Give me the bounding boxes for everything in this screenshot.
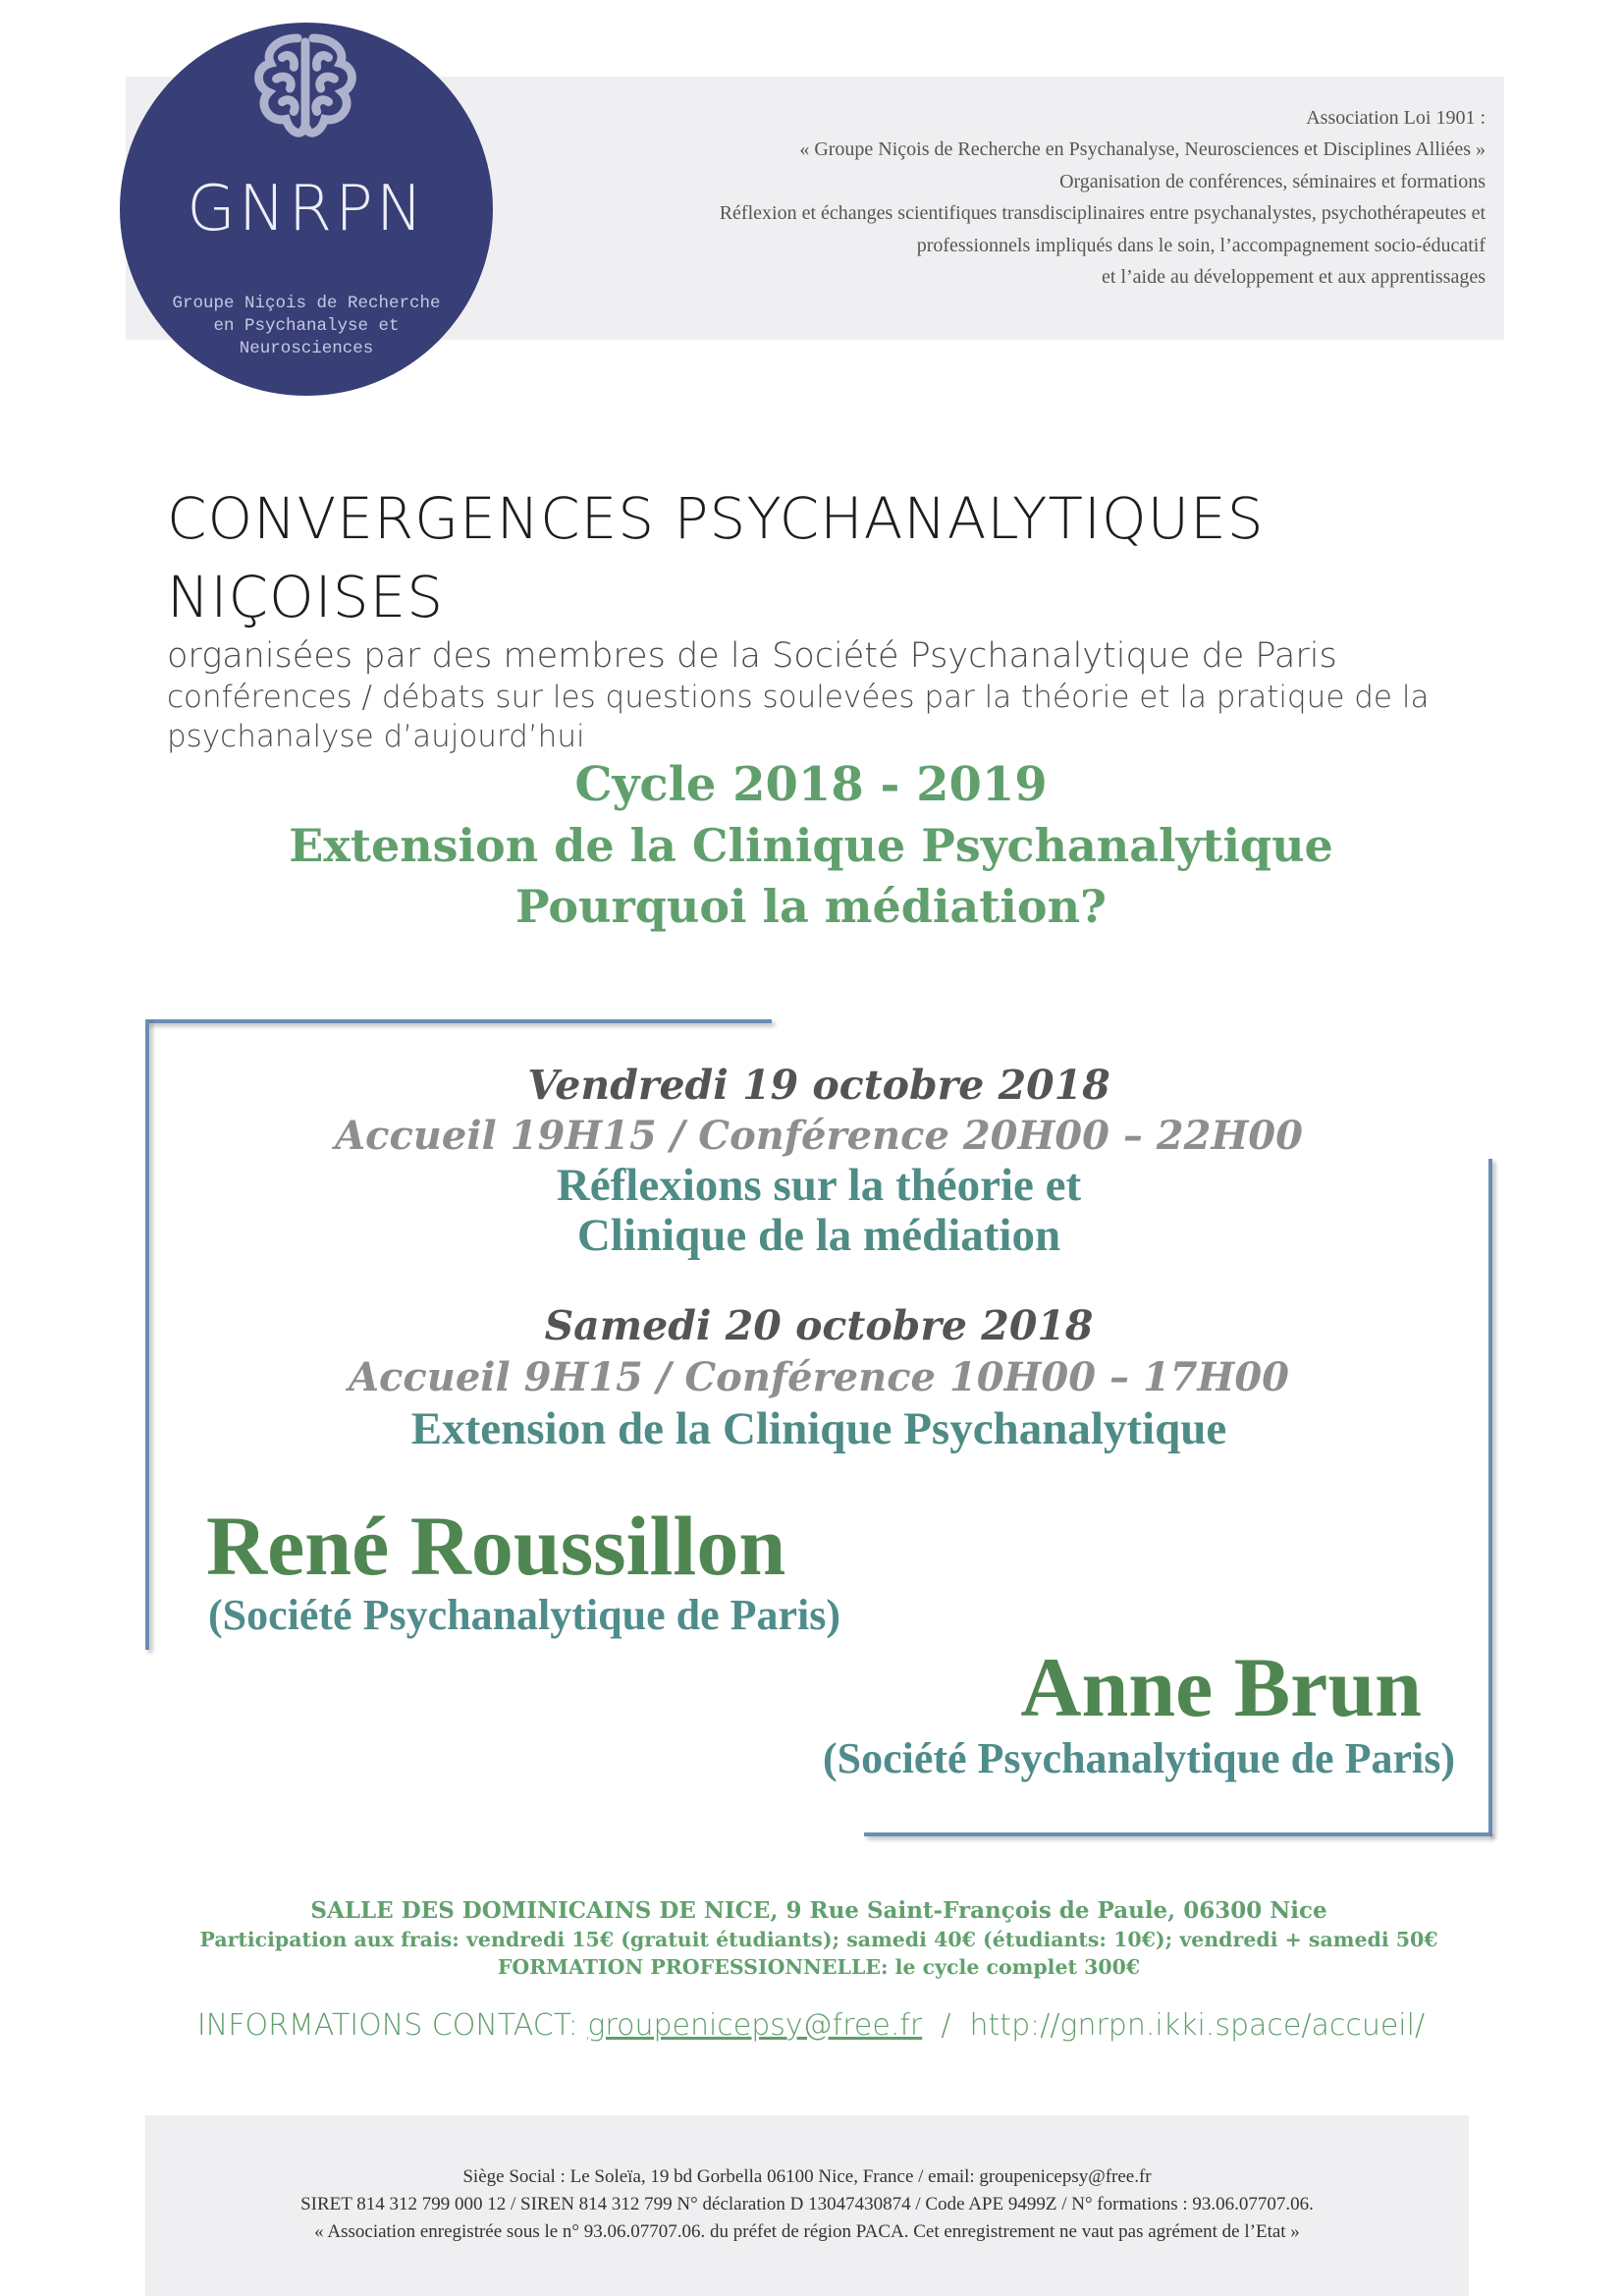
logo-subtitle-line: Neurosciences xyxy=(239,339,374,358)
association-line: Réflexion et échanges scientifiques transdisciplinaires entre psychanalystes, psychothérapeutes et xyxy=(719,202,1486,225)
speaker-affiliation: (Société Psychanalytique de Paris) xyxy=(208,1591,841,1639)
organisers-line: organisées par des membres de la Société Psychanalytique de Paris xyxy=(167,636,1337,676)
brain-icon xyxy=(247,27,363,149)
logo-acronym: GNRPN xyxy=(187,173,426,246)
venue-location: SALLE DES DOMINICAINS DE NICE, 9 Rue Saint-François de Paule, 06300 Nice xyxy=(310,1897,1327,1924)
page-title-line: NIÇOISES xyxy=(167,564,445,630)
logo-subtitle xyxy=(147,293,465,360)
logo-subtitle-line: en Psychanalyse et xyxy=(213,316,400,336)
speaker-name: Anne Brun xyxy=(1020,1640,1422,1734)
event-hours: Accueil 9H15 / Conférence 10H00 – 17H00 xyxy=(348,1354,1290,1400)
event-topic: Réflexions sur la théorie et xyxy=(556,1160,1082,1211)
cycle-title: Cycle 2018 - 2019 xyxy=(574,757,1048,812)
contact-email-link[interactable]: groupenicepsy@free.fr xyxy=(587,2008,923,2043)
association-line: professionnels impliqués dans le soin, l’accompagnement socio-éducatif xyxy=(916,234,1486,256)
frame-line-bottom xyxy=(864,1832,1490,1836)
contact-separator: / xyxy=(922,2008,970,2043)
frame-line-top xyxy=(145,1019,772,1023)
footer-legal xyxy=(145,2163,1469,2246)
footer-line: SIRET 814 312 799 000 12 / SIREN 814 312 799 N° déclaration D 13047430874 / Code APE 9499Z / N° formations : 93.06.07707.06. xyxy=(300,2194,1314,2214)
venue-fees: Participation aux frais: vendredi 15€ (gratuit étudiants); samedi 40€ (étudiants: 10€); vendredi + samedi 50€ xyxy=(199,1928,1438,1951)
speaker-name: René Roussillon xyxy=(206,1499,786,1593)
association-line: Association Loi 1901 : xyxy=(1306,107,1486,129)
event-topic: Extension de la Clinique Psychanalytique xyxy=(410,1403,1227,1454)
association-line: « Groupe Niçois de Recherche en Psychanalyse, Neurosciences et Disciplines Alliées » xyxy=(799,138,1486,161)
cycle-question: Pourquoi la médiation? xyxy=(515,880,1107,933)
page-title xyxy=(167,479,1522,636)
speaker-affiliation: (Société Psychanalytique de Paris) xyxy=(822,1734,1455,1782)
contact-label: INFORMATIONS CONTACT: xyxy=(196,2008,588,2043)
event-topic: Clinique de la médiation xyxy=(576,1210,1061,1261)
contact-line xyxy=(0,2006,1622,2046)
association-line: Organisation de conférences, séminaires et formations xyxy=(1059,170,1486,192)
organisers-line: psychanalyse d’aujourd’hui xyxy=(167,719,585,754)
training-price: FORMATION PROFESSIONNELLE: le cycle complet 300€ xyxy=(497,1955,1141,1979)
event-date: Samedi 20 octobre 2018 xyxy=(544,1302,1094,1349)
organisers-text xyxy=(167,634,1541,756)
logo-subtitle-line: Groupe Niçois de Recherche xyxy=(172,294,441,313)
footer-line: Siège Social : Le Soleïa, 19 bd Gorbella 06100 Nice, France / email: groupenicepsy@free.fr xyxy=(462,2166,1152,2187)
page-title-line: CONVERGENCES PSYCHANALYTIQUES xyxy=(167,485,1265,552)
cycle-subtitle: Extension de la Clinique Psychanalytique xyxy=(289,819,1333,872)
association-line: et l’aide au développement et aux apprentissages xyxy=(1102,266,1486,289)
website-link[interactable]: http://gnrpn.ikki.space/accueil/ xyxy=(969,2008,1426,2043)
association-description xyxy=(550,102,1486,293)
footer-line: « Association enregistrée sous le n° 93.06.07707.06. du préfet de région PACA. Cet enregistrement ne vaut pas agrément de l’Etat » xyxy=(314,2221,1300,2242)
event-hours: Accueil 19H15 / Conférence 20H00 – 22H00 xyxy=(335,1113,1303,1159)
event-date: Vendredi 19 octobre 2018 xyxy=(527,1062,1110,1109)
organisers-line: conférences / débats sur les questions soulevées par la théorie et la pratique de la xyxy=(167,680,1430,715)
